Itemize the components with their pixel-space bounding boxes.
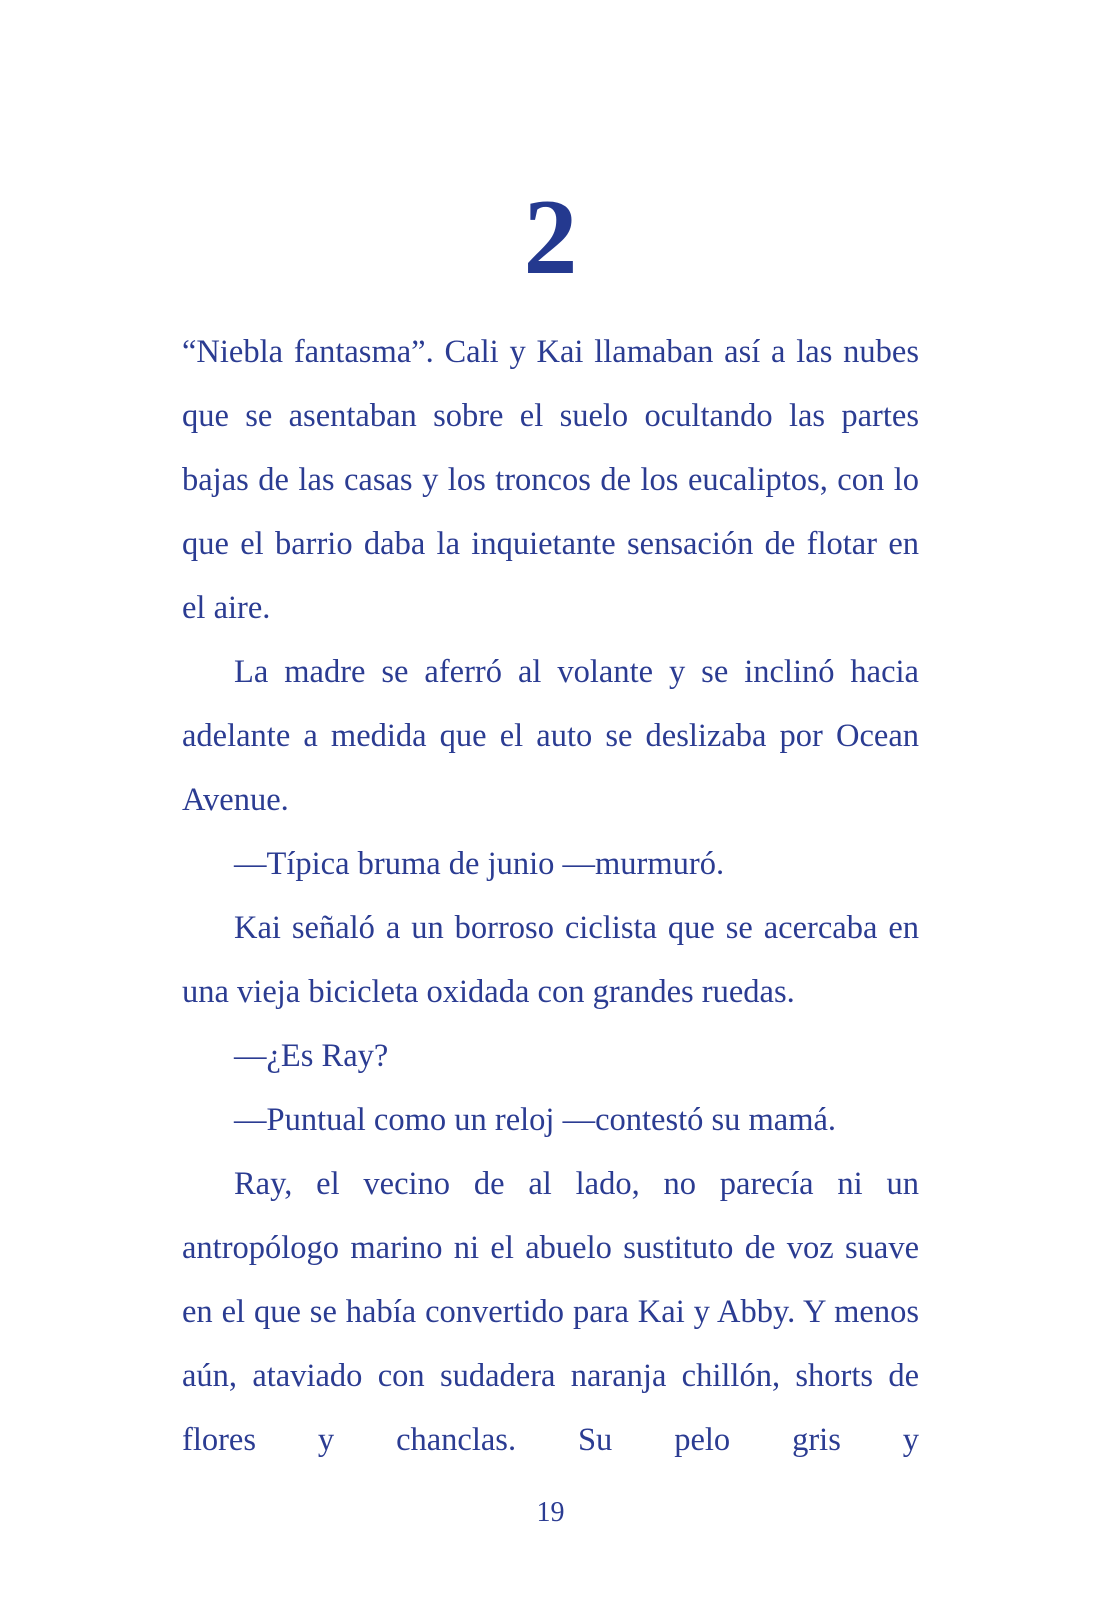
paragraph-6: —Puntual como un reloj —contestó su mamá. [234, 1102, 837, 1138]
paragraph-3: —Típica bruma de junio —murmuró. [234, 846, 725, 882]
page-number: 19 [536, 1497, 565, 1528]
body-text [182, 320, 919, 1472]
paragraph-7: Ray, el vecino de al lado, no parecía ni un antropólogo marino ni el abuelo sustituto de voz suave en el que se había convertido para Kai y Abby. Y menos aún, ataviado con sudadera naranja chillón, shorts de flores y chanclas. Su pelo gris y [182, 1166, 919, 1458]
chapter-number: 2 [523, 178, 578, 297]
paragraph-1: “Niebla fantasma”. Cali y Kai llamaban así a las nubes que se asentaban sobre el suelo ocultando las partes bajas de las casas y los troncos de los eucaliptos, con lo que el barrio daba la inquietante sensación de flotar en el aire. [182, 334, 919, 626]
paragraph-5: —¿Es Ray? [234, 1038, 389, 1074]
paragraph-2: La madre se aferró al volante y se inclinó hacia adelante a medida que el auto se deslizaba por Ocean Avenue. [182, 654, 919, 818]
paragraph-4: Kai señaló a un borroso ciclista que se acercaba en una vieja bicicleta oxidada con grandes ruedas. [182, 910, 919, 1010]
